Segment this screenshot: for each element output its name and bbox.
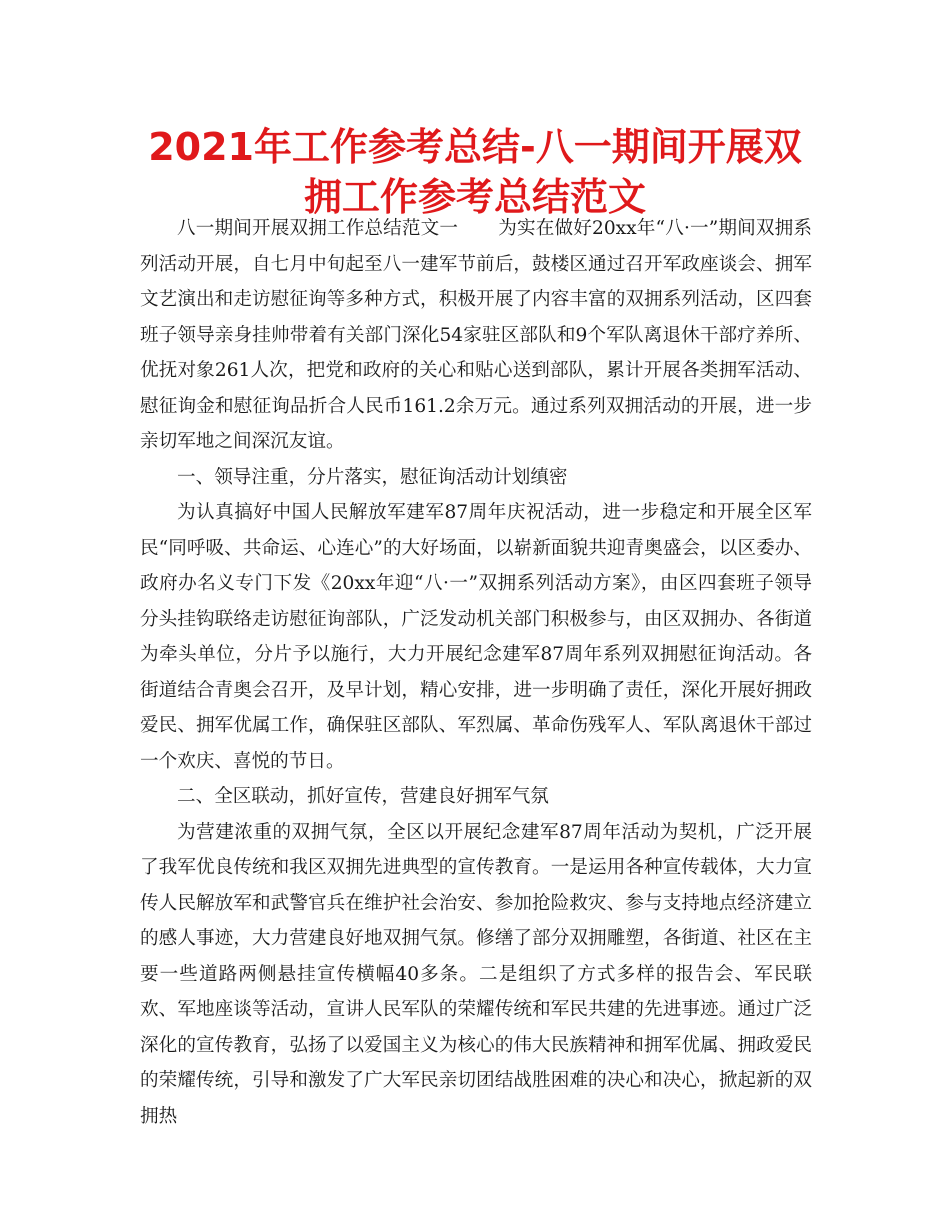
paragraph: 为认真搞好中国人民解放军建军87周年庆祝活动，进一步稳定和开展全区军民“同呼吸、共命运、心连心”的大好场面，以崭新面貌共迎青奥盛会，以区委办、政府办名义专门下发《20xx年迎“八·一”双拥系列活动方案》，由区四套班子领导分头挂钩联络走访慰征询部队，广泛发动机关部门积极参与，由区双拥办、各街道为牵头单位，分片予以施行，大力开展纪念建军87周年系列双拥慰征询活动。各街道结合青奥会召开，及早计划，精心安排，进一步明确了责任，深化开展好拥政爱民、拥军优属工作，确保驻区部队、军烈属、革命伤残军人、军队离退休干部过一个欢庆、喜悦的节日。 xyxy=(140,502,812,772)
paragraph-text: 为实在做好20xx年“八·一”期间双拥系列活动开展，自七月中旬起至八一建军节前后，鼓楼区通过召开军政座谈会、拥军文艺演出和走访慰征询等多种方式，积极开展了内容丰富的双拥系列活动，区四套班子领导亲身挂帅带着有关部门深化54家驻区部队和9个军队离退休干部疗养所、优抚对象261人次，把党和政府的关心和贴心送到部队，累计开展各类拥军活动、慰征询金和慰征询品折合人民币161.2余万元。通过系列双拥活动的开展，进一步亲切军地之间深沉友谊。 xyxy=(140,218,812,452)
paragraph-lead: 八一期间开展双拥工作总结范文一 xyxy=(177,218,459,239)
section-heading: 一、领导注重，分片落实，慰征询活动计划缜密 xyxy=(177,466,568,488)
section-heading: 二、全区联动，抓好宣传，营建良好拥军气氛 xyxy=(177,786,549,807)
document-body xyxy=(140,211,812,1134)
paragraph xyxy=(140,211,812,460)
paragraph: 为营建浓重的双拥气氛，全区以开展纪念建军87周年活动为契机，广泛开展了我军优良传统和我区双拥先进典型的宣传教育。一是运用各种宣传载体，大力宣传人民解放军和武警官兵在维护社会治安、参加抢险救灾、参与支持地点经济建立的感人事迹，大力营建良好地双拥气氛。修缮了部分双拥雕塑，各街道、社区在主要一些道路两侧悬挂宣传横幅40多条。二是组织了方式多样的报告会、军民联欢、军地座谈等活动，宣讲人民军队的荣耀传统和军民共建的先进事迹。通过广泛深化的宣传教育，弘扬了以爱国主义为核心的伟大民族精神和拥军优属、拥政爱民的荣耀传统，引导和激发了广大军民亲切团结战胜困难的决心和决心，掀起新的双拥热 xyxy=(140,821,812,1127)
document-title: 2021年工作参考总结-八一期间开展双拥工作参考总结范文 xyxy=(148,125,802,219)
